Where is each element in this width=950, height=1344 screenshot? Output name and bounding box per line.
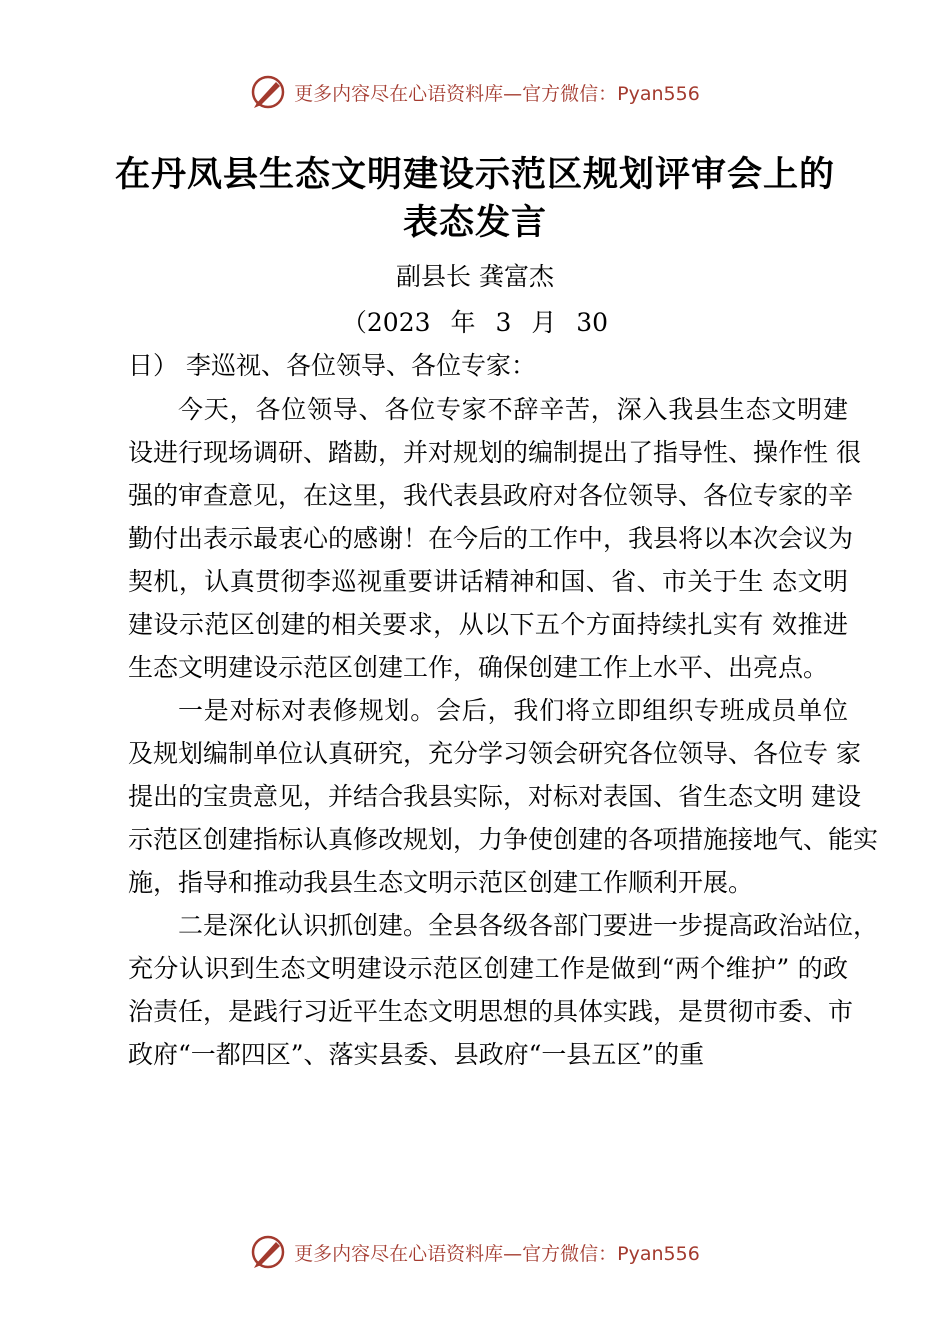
body-line: 契机，认真贯彻李巡视重要讲话精神和国、省、市关于生 态文明	[128, 567, 848, 596]
body-line: 政府“一都四区”、落实县委、县政府“一县五区”的重	[128, 1040, 705, 1069]
date-line	[0, 303, 950, 339]
body-line: 今天，各位领导、各位专家不辞辛苦，深入我县生态文明建	[178, 395, 848, 424]
date-part: 年	[450, 308, 476, 337]
document-title-line2: 表态发言	[402, 202, 547, 243]
body-line: 提出的宝贵意见，并结合我县实际，对标对表国、省生态文明 建设	[128, 782, 861, 811]
body-line: 施，指导和推动我县生态文明示范区创建工作顺利开展。	[128, 868, 754, 897]
watermark-text: 更多内容尽在心语资料库—官方微信：Pyan556	[294, 82, 700, 105]
pen-logo-icon	[250, 74, 286, 110]
body-line: 建设示范区创建的相关要求，从以下五个方面持续扎实有 效推进	[128, 610, 848, 639]
date-part: （2023	[341, 308, 431, 337]
body-line: 充分认识到生态文明建设示范区创建工作是做到“两个维护” 的政	[128, 954, 848, 983]
body-line: 一是对标对表修规划。会后，我们将立即组织专班成员单位	[178, 696, 848, 725]
body-line: 及规划编制单位认真研究，充分学习领会研究各位领导、各位专 家	[128, 739, 861, 768]
watermark-header	[0, 74, 950, 110]
body-line: 勤付出表示最衷心的感谢！在今后的工作中，我县将以本次会议为	[128, 524, 854, 553]
body-line: 二是深化认识抓创建。全县各级各部门要进一步提高政治站位，	[178, 911, 879, 940]
body-line: 强的审查意见，在这里，我代表县政府对各位领导、各位专家的辛	[128, 481, 854, 510]
body-line: 设进行现场调研、踏勘，并对规划的编制提出了指导性、操作性 很	[128, 438, 861, 467]
document-title-line1: 在丹凤县生态文明建设示范区规划评审会上的	[114, 154, 835, 195]
date-part: 3	[495, 308, 512, 337]
date-part: 月	[531, 308, 557, 337]
body-line: 日） 李巡视、各位领导、各位专家：	[128, 351, 536, 380]
watermark-text: 更多内容尽在心语资料库—官方微信：Pyan556	[294, 1242, 700, 1265]
pen-logo-icon	[250, 1234, 286, 1270]
body-line: 治责任，是践行习近平生态文明思想的具体实践，是贯彻市委、市	[128, 997, 854, 1026]
speaker-line: 副县长 龚富杰	[396, 262, 554, 291]
watermark-footer	[0, 1234, 950, 1270]
body-line: 生态文明建设示范区创建工作，确保创建工作上水平、出亮点。	[128, 653, 829, 682]
body-line: 示范区创建指标认真修改规划，力争使创建的各项措施接地气、能实	[128, 825, 879, 854]
date-part: 30	[576, 308, 609, 337]
